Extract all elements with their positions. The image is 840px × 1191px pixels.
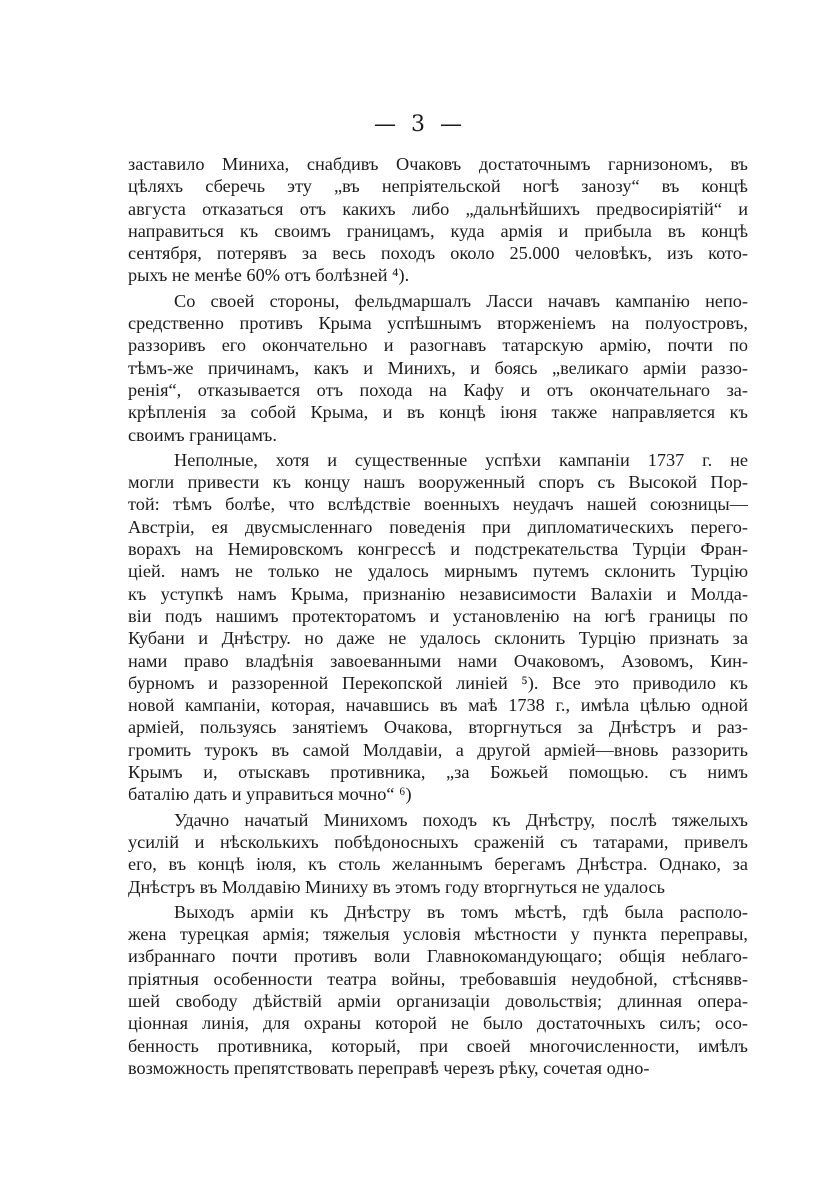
text-line: арміей, пользуясь занятіемъ Очакова, вторгнуться за Днѣстръ и раз- bbox=[128, 717, 748, 738]
text-line: Крымъ и, отыскавъ противника, „за Божьей помощью. съ нимъ bbox=[128, 762, 748, 783]
text-line: рыхъ не менѣе 60% отъ болѣзней ⁴). bbox=[128, 265, 410, 286]
text-line: сентября, потерявъ за весь походъ около 25.000 человѣкъ, изъ кото- bbox=[128, 243, 748, 264]
text-line: жена турецкая армія; тяжелыя условія мѣстности у пункта переправы, bbox=[128, 924, 748, 945]
text-line: августа отказаться отъ какихъ либо „дальнѣйшихъ предвосиріятій“ и bbox=[128, 198, 748, 219]
text-line: средственно противъ Крыма успѣшнымъ вторженіемъ на полуостровъ, bbox=[128, 313, 748, 334]
paragraph bbox=[128, 901, 748, 1079]
text-line: Выходъ арміи къ Днѣстру въ томъ мѣстѣ, гдѣ была располо- bbox=[174, 901, 748, 922]
text-line: пріятныя особенности театра войны, требовавшія неудобной, стѣснявв- bbox=[128, 968, 748, 989]
text-line: къ уступкѣ намъ Крыма, признанію независимости Валахіи и Молда- bbox=[128, 583, 748, 604]
text-line: Днѣстръ въ Молдавію Миниху въ этомъ году вторгнуться не удалось bbox=[128, 876, 665, 897]
paragraph bbox=[128, 809, 748, 898]
text-line: Кубани и Днѣстру. но даже не удалось склонить Турцію признать за bbox=[128, 628, 748, 649]
text-line: Со своей стороны, фельдмаршалъ Ласси начавъ кампанію непо- bbox=[174, 290, 748, 311]
text-line: ціей. намъ не только не удалось мирнымъ путемъ склонить Турцію bbox=[128, 561, 748, 582]
text-line: усилій и нѣсколькихъ побѣдоносныхъ сраженій съ татарами, привелъ bbox=[128, 831, 748, 852]
paragraph bbox=[128, 290, 748, 446]
text-line: могли привести къ концу нашъ вооруженный споръ съ Высокой Пор- bbox=[128, 472, 748, 493]
text-line: нами право владѣнія завоеванными нами Очаковомъ, Азовомъ, Кин- bbox=[128, 650, 748, 671]
text-line: его, въ концѣ іюля, къ столь желаннымъ берегамъ Днѣстра. Однако, за bbox=[128, 854, 748, 875]
text-line: громить турокъ въ самой Молдавіи, а другой арміей—вновь раззорить bbox=[128, 739, 748, 760]
text-line: баталію дать и управиться мочно“ ⁶) bbox=[128, 784, 412, 805]
body-text bbox=[128, 153, 748, 1082]
paragraph bbox=[128, 153, 748, 287]
text-line: бенность противника, который, при своей многочисленности, имѣлъ bbox=[128, 1035, 748, 1056]
page-number: — 3 — bbox=[374, 112, 466, 137]
text-line: віи подъ нашимъ протекторатомъ и установленію на югѣ границы по bbox=[128, 605, 748, 626]
text-line: бурномъ и раззоренной Перекопской линіей ⁵). Все это приводило къ bbox=[128, 672, 748, 693]
text-line: направиться къ своимъ границамъ, куда армія и прибыла въ концѣ bbox=[128, 220, 748, 241]
text-line: Неполные, хотя и существенные успѣхи кампаніи 1737 г. не bbox=[174, 449, 748, 470]
text-line: заставило Миниха, снабдивъ Очаковъ достаточнымъ гарнизономъ, въ bbox=[128, 154, 748, 174]
text-line: Австріи, ея двусмысленнаго поведенія при дипломатическихъ перего- bbox=[128, 516, 748, 537]
text-line: своимъ границамъ. bbox=[128, 424, 277, 445]
text-line: ренія“, отказывается отъ похода на Кафу и отъ окончательнаго за- bbox=[128, 379, 748, 400]
text-line: ціонная линія, для охраны которой не было достаточныхъ силъ; осо- bbox=[128, 1013, 748, 1034]
text-line: ворахъ на Немировскомъ конгрессѣ и подстрекательства Турціи Фран- bbox=[128, 539, 748, 560]
text-line: Удачно начатый Минихомъ походъ къ Днѣстру, послѣ тяжелыхъ bbox=[174, 809, 748, 830]
paragraph bbox=[128, 449, 748, 806]
text-line: избраннаго почти противъ воли Главнокомандующаго; общія неблаго- bbox=[128, 946, 748, 967]
text-line: раззоривъ его окончательно и разогнавъ татарскую армію, почти по bbox=[128, 335, 748, 356]
text-line: той: тѣмъ болѣе, что вслѣдствіе военныхъ неудачъ нашей союзницы— bbox=[128, 494, 748, 515]
text-line: шей свободу дѣйствій арміи организаціи довольствія; длинная опера- bbox=[128, 990, 748, 1011]
text-line: тѣмъ-же причинамъ, какъ и Минихъ, и боясь „великаго арміи раззо- bbox=[128, 357, 748, 378]
text-line: крѣпленія за собой Крыма, и въ концѣ іюня также направляется къ bbox=[128, 402, 748, 423]
text-line: возможность препятствовать переправѣ черезъ рѣку, сочетая одно- bbox=[128, 1057, 650, 1078]
text-line: новой кампаніи, которая, начавшись въ маѣ 1738 г., имѣла цѣлью одной bbox=[128, 695, 748, 716]
text-line: цѣляхъ сберечь эту „въ непріятельской ногѣ занозу“ въ концѣ bbox=[128, 176, 748, 197]
